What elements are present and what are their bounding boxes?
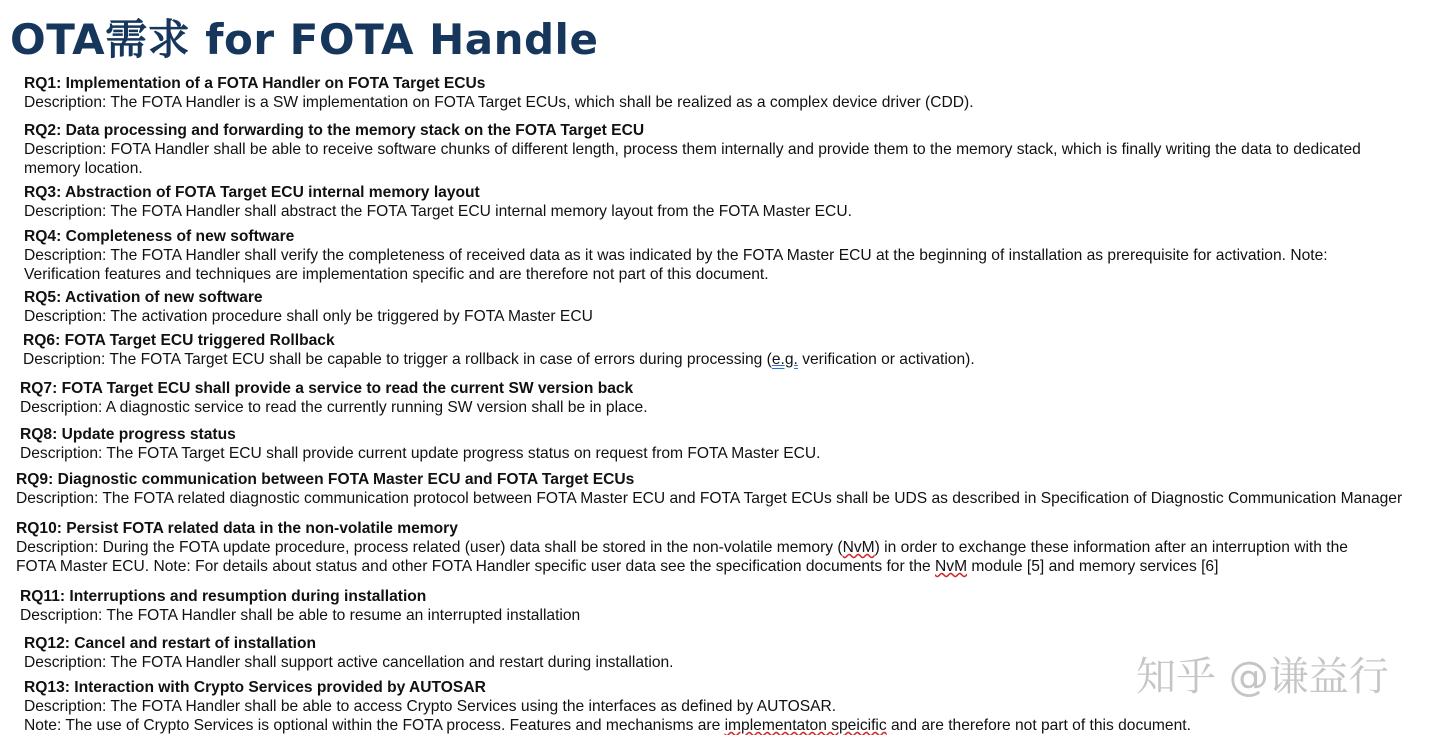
grammar-marked-text: e.g. — [771, 351, 798, 368]
requirement-title: RQ13: Interaction with Crypto Services provided by AUTOSAR — [24, 679, 486, 696]
requirement-description: Description: The FOTA Handler shall be able to resume an interrupted installation — [20, 607, 581, 624]
requirement-description: Description: The FOTA Target ECU shall provide current update progress status on request from FOTA Master ECU. — [20, 445, 821, 462]
requirement-title: RQ5: Activation of new software — [24, 289, 263, 306]
requirement-title: RQ2: Data processing and forwarding to the memory stack on the FOTA Target ECU — [24, 122, 645, 139]
requirement-description: Description: The FOTA Handler shall abstract the FOTA Target ECU internal memory layout from the FOTA Master ECU. — [24, 203, 852, 220]
requirement-description: Description: The FOTA Handler is a SW implementation on FOTA Target ECUs, which shall be realized as a complex device driver (CDD). — [24, 94, 974, 111]
requirement-rq6 — [23, 331, 975, 369]
spellcheck-marked-text: NvM — [842, 539, 875, 556]
requirement-rq11 — [20, 587, 580, 625]
requirement-description: Description: A diagnostic service to read the currently running SW version shall be in place. — [20, 399, 648, 416]
requirement-note: Note: The use of Crypto Services is optional within the FOTA process. Features and mechanisms are implementaton speicific and are therefore not part of this document. — [24, 717, 1191, 734]
page-title: OTA需求 for FOTA Handle — [10, 15, 599, 64]
requirement-title: RQ7: FOTA Target ECU shall provide a service to read the current SW version back — [20, 380, 634, 397]
requirement-rq4 — [24, 227, 1328, 284]
requirement-title: RQ1: Implementation of a FOTA Handler on FOTA Target ECUs — [24, 75, 486, 92]
requirement-rq10 — [16, 519, 1348, 576]
requirement-description: Description: FOTA Handler shall be able to receive software chunks of different length, process them internally and provide them to the memory stack, which is finally writing the data to dedicated memory location. — [24, 141, 1361, 177]
requirement-description: Description: During the FOTA update procedure, process related (user) data shall be stored in the non-volatile memory (NvM) in order to exchange these information after an interruption with the FOTA Master ECU. Note: For details about status and other FOTA Handler specific user data see the specification documents for the NvM module [5] and memory services [6] — [16, 539, 1348, 575]
requirement-rq13 — [24, 678, 1191, 735]
requirement-description: Description: The FOTA Handler shall be able to access Crypto Services using the interfaces as defined by AUTOSAR. — [24, 698, 837, 715]
requirement-rq1 — [24, 74, 974, 112]
watermark: 知乎 @谦益行 — [1136, 654, 1389, 700]
requirement-description: Description: The activation procedure shall only be triggered by FOTA Master ECU — [24, 308, 593, 325]
requirement-title: RQ9: Diagnostic communication between FOTA Master ECU and FOTA Target ECUs — [16, 471, 635, 488]
requirement-title: RQ10: Persist FOTA related data in the non-volatile memory — [16, 520, 458, 537]
requirement-rq5 — [24, 288, 593, 326]
requirement-rq9 — [16, 470, 1402, 508]
requirement-rq12 — [24, 634, 674, 672]
requirement-description: Description: The FOTA related diagnostic communication protocol between FOTA Master ECU and FOTA Target ECUs shall be UDS as described in Specification of Diagnostic Communication Manager — [16, 490, 1403, 507]
requirement-rq7 — [20, 379, 648, 417]
spellcheck-marked-text: NvM — [935, 558, 968, 575]
requirement-title: RQ3: Abstraction of FOTA Target ECU internal memory layout — [24, 184, 480, 201]
requirement-title: RQ8: Update progress status — [20, 426, 236, 443]
requirement-title: RQ6: FOTA Target ECU triggered Rollback — [23, 332, 335, 349]
requirement-description: Description: The FOTA Handler shall support active cancellation and restart during installation. — [24, 654, 674, 671]
requirement-title: RQ12: Cancel and restart of installation — [24, 635, 317, 652]
requirement-description: Description: The FOTA Handler shall verify the completeness of received data as it was indicated by the FOTA Master ECU at the beginning of installation as prerequisite for activation. Note: Verification features and techniques are implementation specific and are therefore not part of this document. — [24, 247, 1328, 283]
requirement-title: RQ11: Interruptions and resumption during installation — [20, 588, 427, 605]
requirement-rq3 — [24, 183, 852, 221]
requirement-rq8 — [20, 425, 821, 463]
spellcheck-marked-text: implementaton speicific — [724, 717, 887, 734]
requirement-description: Description: The FOTA Target ECU shall be capable to trigger a rollback in case of errors during processing (e.g. verification or activation). — [23, 351, 975, 368]
requirement-rq2 — [24, 121, 1361, 178]
requirement-title: RQ4: Completeness of new software — [24, 228, 295, 245]
